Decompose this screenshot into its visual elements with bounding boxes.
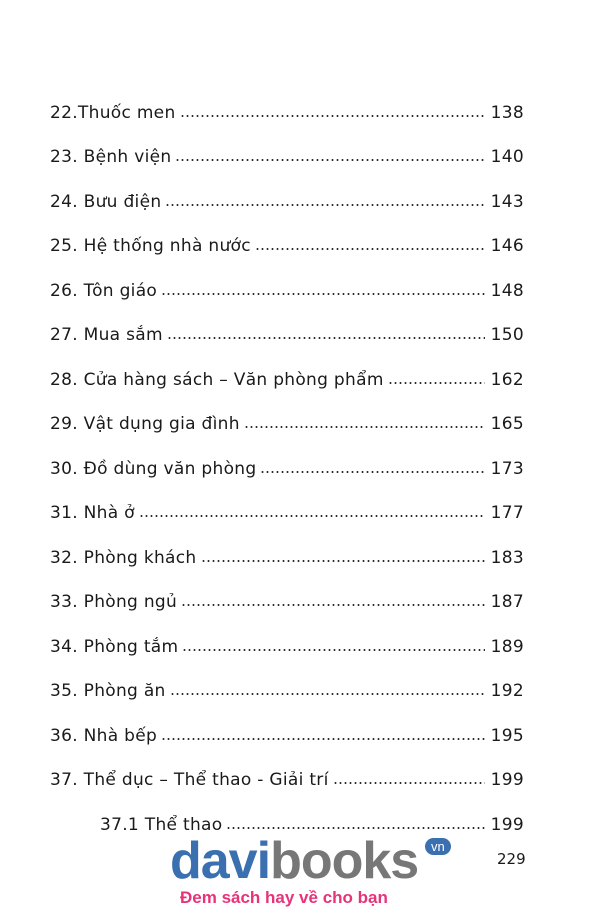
dot-leader — [226, 826, 484, 830]
toc-entry-page: 183 — [490, 547, 524, 568]
toc-entry-title: 33. Phòng ngủ — [50, 592, 178, 612]
dot-leader — [161, 292, 485, 296]
toc-entry-page: 189 — [490, 636, 524, 657]
toc-entry-title: 36. Nhà bếp — [50, 725, 158, 746]
toc-entry-page: 165 — [490, 414, 524, 434]
dot-leader — [170, 692, 485, 696]
toc-entry-title: 31. Nhà ở — [50, 503, 135, 523]
toc-entry-title: 37. Thể dục – Thể thao - Giải trí — [50, 770, 329, 790]
toc-entry-title: 24. Bưu điện — [50, 191, 162, 212]
dot-leader — [161, 737, 485, 741]
toc-entry-page: 199 — [490, 770, 524, 790]
logo-part-davi: davi — [170, 832, 271, 890]
dot-leader — [260, 470, 484, 474]
logo-part-books: books — [270, 832, 419, 890]
toc-entry — [50, 523, 524, 568]
toc-entry-title: 37.1 Thể thao — [100, 814, 223, 835]
toc-entry — [50, 345, 524, 390]
toc-entry — [50, 479, 524, 524]
toc-entry-page: 173 — [490, 458, 524, 479]
dot-leader — [333, 781, 485, 785]
toc-entry-page: 192 — [490, 681, 524, 701]
toc-entry-title: 22.Thuốc men — [50, 102, 176, 123]
toc-entry — [50, 123, 524, 168]
toc-entry-title: 26. Tôn giáo — [50, 280, 158, 301]
dot-leader — [167, 336, 485, 340]
toc-entry-page: 150 — [490, 325, 524, 345]
toc-entry — [50, 212, 524, 257]
toc-entry — [50, 612, 524, 657]
dot-leader — [139, 514, 485, 518]
toc-entry-page: 162 — [490, 369, 524, 390]
toc-entry — [50, 78, 524, 123]
toc-subentry — [50, 790, 524, 835]
toc-entry-title: 34. Phòng tắm — [50, 636, 179, 657]
toc-entry-title: 32. Phòng khách — [50, 547, 197, 568]
dot-leader — [388, 381, 485, 385]
toc-entry — [50, 167, 524, 212]
toc-entry-page: 143 — [490, 191, 524, 212]
toc-entry-page: 177 — [490, 503, 524, 523]
page-number: 229 — [497, 850, 526, 868]
dot-leader — [175, 158, 484, 162]
toc-entry — [50, 568, 524, 613]
dot-leader — [180, 114, 485, 118]
toc-entry-page: 187 — [490, 592, 524, 612]
toc-entry-title: 25. Hệ thống nhà nước — [50, 236, 251, 256]
logo-vn-badge: vn — [425, 838, 451, 855]
toc-entry-title: 23. Bệnh viện — [50, 147, 172, 167]
toc-entry — [50, 301, 524, 346]
dot-leader — [255, 247, 485, 251]
dot-leader — [201, 559, 485, 563]
toc-entry-page: 195 — [490, 725, 524, 746]
toc-entry-title: 27. Mua sắm — [50, 325, 163, 345]
dot-leader — [165, 203, 484, 207]
toc-entry — [50, 746, 524, 791]
toc-entry — [50, 256, 524, 301]
toc-entry-page: 199 — [490, 814, 524, 835]
dot-leader — [181, 603, 485, 607]
dot-leader — [182, 648, 484, 652]
toc-entry — [50, 657, 524, 702]
davibooks-logo — [170, 832, 419, 890]
dot-leader — [244, 425, 485, 429]
toc-entry — [50, 434, 524, 479]
toc-entry-title: 30. Đồ dùng văn phòng — [50, 458, 257, 479]
toc-entry-title: 35. Phòng ăn — [50, 681, 166, 701]
toc-entry — [50, 701, 524, 746]
toc-entry-page: 146 — [490, 236, 524, 256]
table-of-contents — [50, 78, 524, 835]
toc-entry-page: 148 — [490, 280, 524, 301]
publisher-tagline: Đem sách hay về cho bạn — [180, 888, 388, 907]
toc-entry — [50, 390, 524, 435]
toc-entry-page: 138 — [490, 102, 524, 123]
toc-entry-title: 28. Cửa hàng sách – Văn phòng phẩm — [50, 369, 384, 390]
toc-entry-title: 29. Vật dụng gia đình — [50, 414, 240, 434]
toc-entry-page: 140 — [490, 147, 524, 167]
